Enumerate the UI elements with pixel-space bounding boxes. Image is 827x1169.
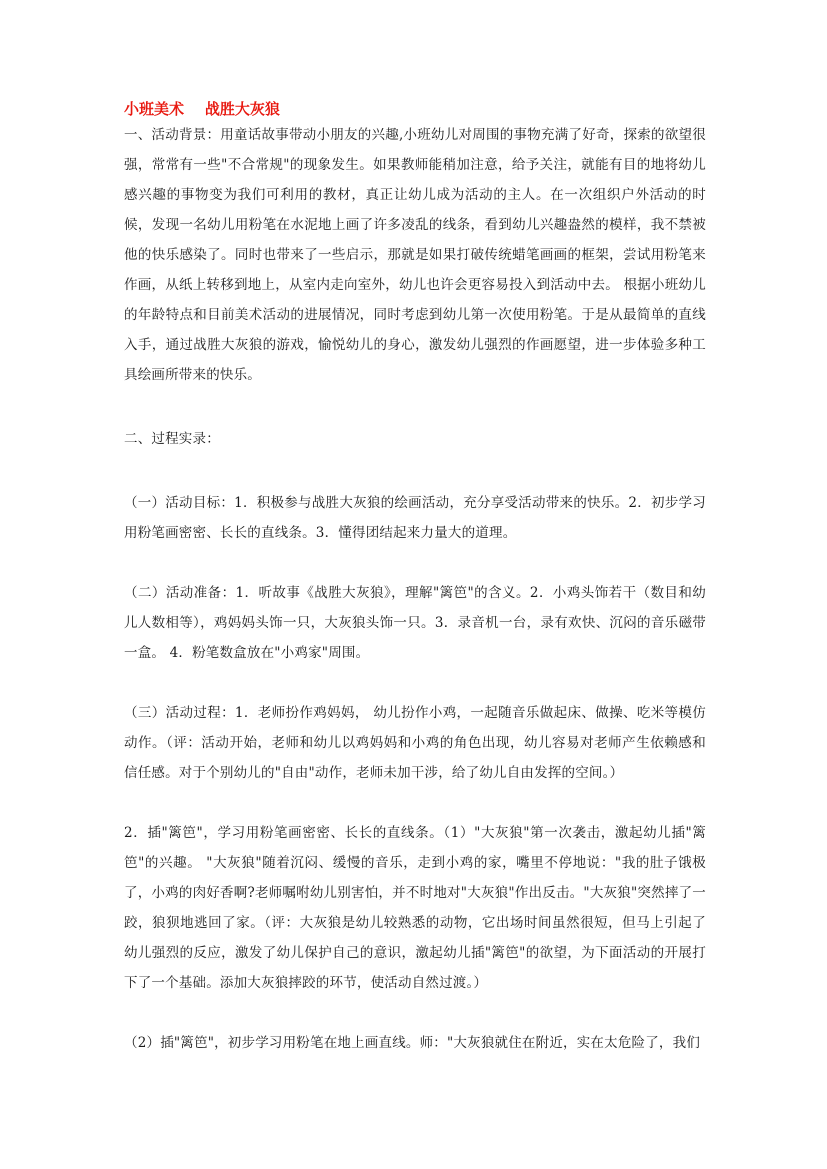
spacer — [124, 454, 706, 488]
step-two-part-two-paragraph: （2）插"篱笆"，初步学习用粉笔在地上画直线。师："大灰狼就住在附近，实在太危险了，我们 — [124, 1035, 701, 1051]
spacer — [124, 390, 706, 424]
activity-goals-paragraph: （一）活动目标：1．积极参与战胜大灰狼的绘画活动，充分享受活动带来的快乐。2．初步学习用粉笔画密密、长长的直线条。3．懂得团结起来力量大的道理。 — [124, 495, 706, 541]
activity-preparation-paragraph: （二）活动准备：1．听故事《战胜大灰狼》，理解"篱笆"的含义。2．小鸡头饰若干（数目和幼儿人数相等），鸡妈妈头饰一只，大灰狼头饰一只。3．录音机一台，录有欢快、沉闷的音乐磁带一盒。 4．粉笔数盒放在"小鸡家"周围。 — [124, 585, 706, 661]
process-heading: 二、过程实录： — [124, 431, 220, 447]
spacer — [124, 998, 706, 1028]
document-title: 小班美术 战胜大灰狼 — [124, 100, 280, 118]
spacer — [124, 668, 706, 698]
activity-background-paragraph: 一、活动背景：用童话故事带动小朋友的兴趣,小班幼儿对周围的事物充满了好奇，探索的欲望很强，常常有一些"不合常规"的现象发生。如果教师能稍加注意，给予关注，就能有目的地将幼儿感兴趣的事物变为我们可利用的教材，真正让幼儿成为活动的主人。在一次组织户外活动的时候，发现一名幼儿用粉笔在水泥地上画了许多凌乱的线条，看到幼儿兴趣盎然的模样，我不禁被他的快乐感染了。同时也带来了一些启示，那就是如果打破传统蜡笔画画的框架，尝试用粉笔来作画，从纸上转移到地上，从室内走向室外，幼儿也许会更容易投入到活动中去。 根据小班幼儿的年龄特点和目前美术活动的进展情况，同时考虑到幼儿第一次使用粉笔。于是从最简单的直线入手，通过战胜大灰狼的游戏，愉悦幼儿的身心，激发幼儿强烈的作画愿望，进一步体验多种工具绘画所带来的快乐。 — [124, 127, 706, 383]
activity-process-paragraph: （三）活动过程：1．老师扮作鸡妈妈， 幼儿扮作小鸡，一起随音乐做起床、做操、吃米等模仿动作。（评：活动开始，老师和幼儿以鸡妈妈和小鸡的角色出现，幼儿容易对老师产生依赖感和信任感。对于个别幼儿的"自由"动作，老师未加干涉，给了幼儿自由发挥的空间。） — [124, 705, 706, 781]
spacer — [124, 788, 706, 818]
document-page — [124, 98, 706, 1058]
spacer — [124, 548, 706, 578]
step-two-paragraph: 2．插"篱笆"，学习用粉笔画密密、长长的直线条。（1）"大灰狼"第一次袭击，激起幼儿插"篱笆"的兴趣。 "大灰狼"随着沉闷、缓慢的音乐，走到小鸡的家，嘴里不停地说："我的肚子饿极了，小鸡的肉好香啊?老师嘱咐幼儿别害怕，并不时地对"大灰狼"作出反击。"大灰狼"突然摔了一跤，狼狈地逃回了家。（评：大灰狼是幼儿较熟悉的动物，它出场时间虽然很短，但马上引起了幼儿强烈的反应，激发了幼儿保护自己的意识，激起幼儿插"篱笆"的欲望，为下面活动的开展打下了一个基础。添加大灰狼摔跤的环节，使活动自然过渡。） — [124, 825, 706, 991]
